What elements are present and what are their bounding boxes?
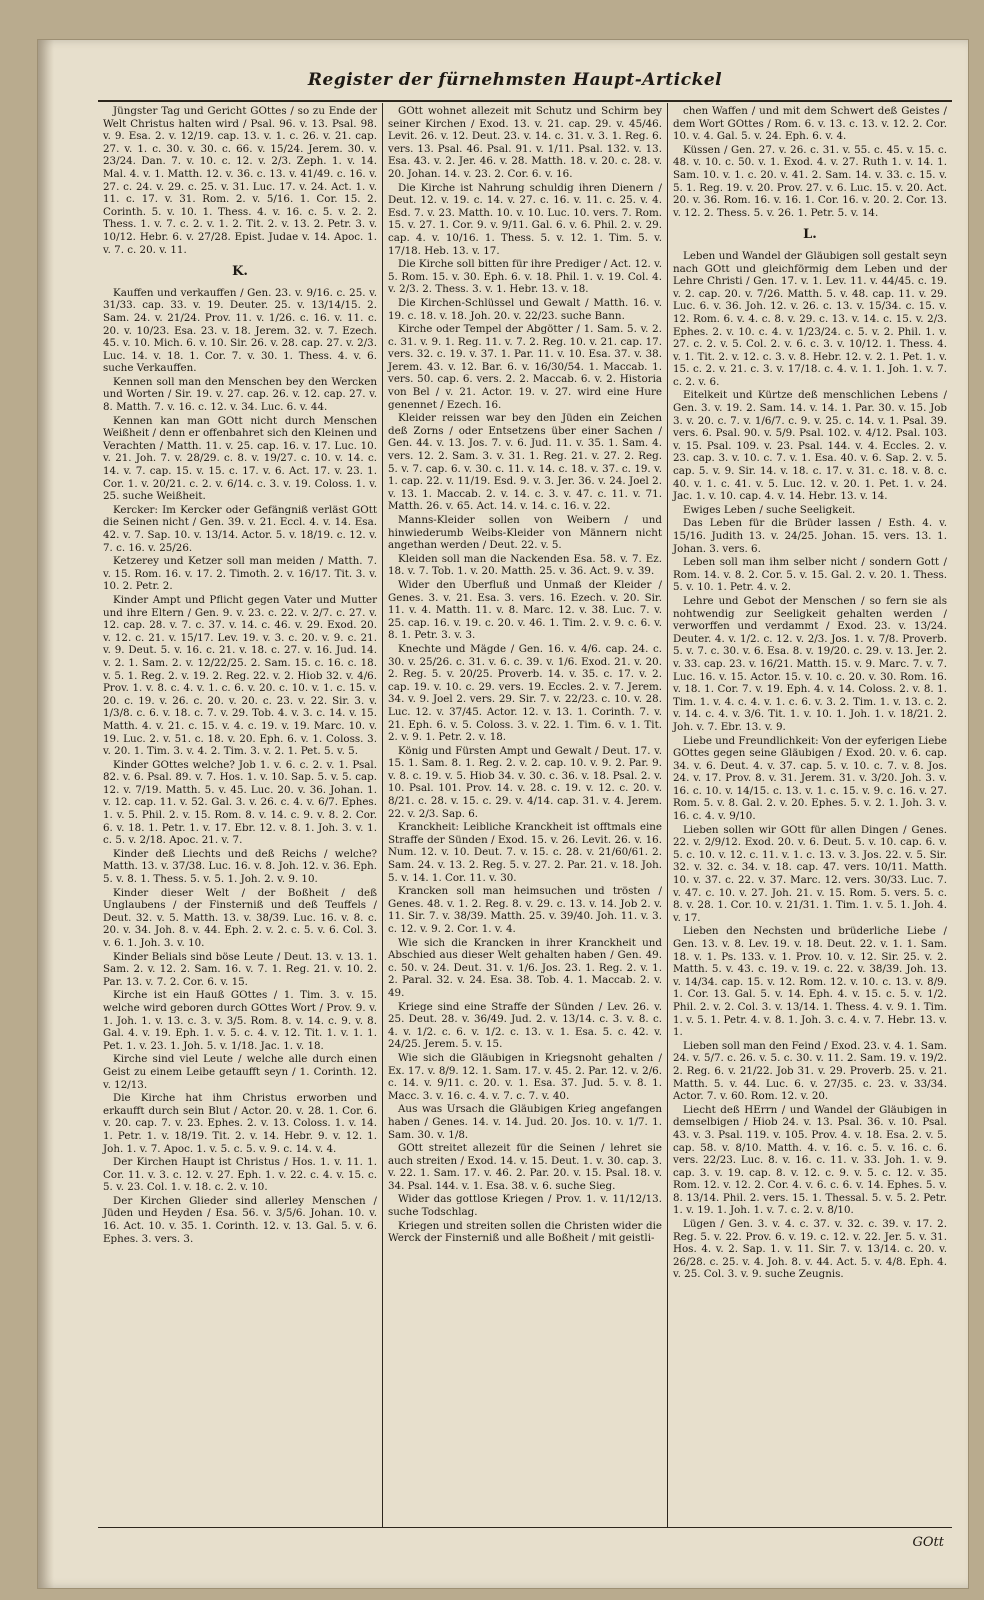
register-columns <box>98 103 952 1528</box>
register-entry: Kinder dieser Welt / der Boßheit / deß Unglaubens / der Finsterniß und deß Teuffels / Deut. 32. v. 5. Matth. 13. v. 38/39. Luc. 16. v. 8. c. 20. v. 34. Joh. 8. v. 44. Eph. 2. v. 2. c. 5. v. 6. Col. 3. v. 6. 1. Joh. 3. v. 10. <box>103 886 377 949</box>
register-entry: Kirche oder Tempel der Abgötter / 1. Sam. 5. v. 2. c. 31. v. 9. 1. Reg. 11. v. 7. 2. Reg. 10. v. 21. cap. 17. vers. 32. c. 19. v. 37. 1. Par. 11. v. 10. Esa. 37. v. 38. Jerem. 43. v. 12. Bar. 6. v. 16/30/54. 1. Maccab. 1. vers. 50. cap. 6. vers. 2. 2. Maccab. 6. v. 2. Historia von Bel / v. 21. Actor. 19. v. 27. wird eine Hure genennet / Ezech. 16. <box>388 323 662 411</box>
column-left <box>98 103 382 1527</box>
register-entry: Kirche ist ein Hauß GOttes / 1. Tim. 3. v. 15. welche wird geboren durch GOttes Wort / Prov. 9. v. 1. Joh. 1. v. 13. c. 3. v. 3/5. Rom. 8. v. 14. c. 9. v. 8. Gal. 4. v. 19. Eph. 1. v. 5. c. 4. v. 12. Tit. 1. v. 1. 1. Pet. 1. v. 23. 1. Joh. 5. v. 1/18. Jac. 1. v. 18. <box>103 989 377 1052</box>
register-entry: Liebe und Freundlichkeit: Von der eyferigen Liebe GOttes gegen seine Gläubigen / Exod. 20. v. 6. cap. 34. v. 6. Deut. 4. v. 37. cap. 5. v. 10. c. 7. v. 8. Jos. 24. v. 17. Prov. 8. v. 31. Jerem. 31. v. 3/20. Joh. 3. v. 16. c. 10. v. 14/15. c. 13. v. 1. c. 15. v. 9. c. 16. v. 27. Rom. 5. v. 8. Gal. 2. v. 20. Ephes. 5. v. 2. 1. Joh. 3. v. 16. c. 4. v. 9/10. <box>673 734 947 823</box>
register-entry: Die Kirchen-Schlüssel und Gewalt / Matth. 16. v. 19. c. 18. v. 18. Joh. 20. v. 22/23. suche Bann. <box>388 296 662 322</box>
register-entry: Lügen / Gen. 3. v. 4. c. 37. v. 32. c. 39. v. 17. 2. Reg. 5. v. 22. Prov. 6. v. 19. c. 12. v. 22. Jer. 5. v. 31. Hos. 4. v. 2. Sap. 1. v. 11. Sir. 7. v. 13/14. c. 20. v. 26/28. c. 25. v. 4. Joh. 8. v. 44. Act. 5. v. 4/8. Eph. 4. v. 25. Col. 3. v. 9. suche Zeugnis. <box>673 1218 947 1281</box>
register-entry: Der Kirchen Glieder sind allerley Menschen / Jüden und Heyden / Esa. 56. v. 3/5/6. Johan. 10. v. 16. Act. 10. v. 35. 1. Corinth. 12. v. 13. Gal. 5. v. 6. Ephes. 3. vers. 3. <box>103 1194 377 1245</box>
register-entry: Küssen / Gen. 27. v. 26. c. 31. v. 55. c. 45. v. 15. c. 48. v. 10. c. 50. v. 1. Exod. 4. v. 27. Ruth 1. v. 14. 1. Sam. 10. v. 1. c. 20. v. 41. 2. Sam. 14. v. 33. c. 15. v. 5. 1. Reg. 19. v. 20. Prov. 27. v. 6. Luc. 15. v. 20. Act. 20. v. 36. Rom. 16. v. 16. 1. Cor. 16. v. 20. 2. Cor. 13. v. 12. 2. Thess. 5. v. 26. 1. Petr. 5. v. 14. <box>673 143 947 219</box>
register-entry: Das Leben für die Brüder lassen / Esth. 4. v. 15/16. Judith 13. v. 24/25. Johan. 15. vers. 13. 1. Johan. 3. vers. 6. <box>673 517 947 555</box>
register-entry: Kinder Ampt und Pflicht gegen Vater und Mutter und ihre Eltern / Gen. 9. v. 23. c. 22. v. 2/7. c. 27. v. 12. cap. 28. v. 7. c. 37. v. 14. c. 46. v. 29. Exod. 20. v. 12. c. 21. v. 15/17. Lev. 19. v. 3. c. 20. v. 9. c. 21. v. 9. Deut. 5. v. 16. c. 21. v. 18. c. 27. v. 16. Jud. 14. v. 2. 1. Sam. 2. v. 12/22/25. 2. Sam. 15. c. 16. c. 18. v. 5. 1. Reg. 2. v. 19. 2. Reg. 22. v. 2. Hiob 32. v. 4/6. Prov. 1. v. 8. c. 4. v. 1. c. 6. v. 20. c. 10. v. 1. c. 15. v. 20. c. 19. v. 26. c. 20. v. 20. c. 23. v. 22. Sir. 3. v. 1/3/8. c. 6. v. 18. c. 7. v. 29. Tob. 4. v. 3. c. 14. v. 15. Matth. 4. v. 21. c. 15. v. 4. c. 19. v. 19. Marc. 10. v. 19. Luc. 2. v. 51. c. 18. v. 20. Eph. 6. v. 1. Coloss. 3. v. 20. 1. Tim. 3. v. 4. 2. Tim. 3. v. 2. 1. Pet. 5. v. 5. <box>103 593 377 758</box>
column-right <box>667 103 952 1527</box>
register-entry: Jüngster Tag und Gericht GOttes / so zu Ende der Welt Christus halten wird / Psal. 96. v. 13. Psal. 98. v. 9. Esa. 2. v. 12/19. cap. 13. v. 1. c. 26. v. 21. cap. 27. v. 1. c. 30. v. 30. c. 66. v. 15/24. Jerem. 30. v. 23/24. Dan. 7. v. 10. c. 12. v. 2/3. Zeph. 1. v. 14. Mal. 4. v. 1. Matth. 12. v. 36. c. 13. v. 41/49. c. 16. v. 27. c. 24. v. 29. c. 25. v. 31. Luc. 17. v. 24. Act. 1. v. 11. c. 17. v. 31. Rom. 2. v. 5/16. 1. Cor. 15. 2. Corinth. 5. v. 10. 1. Thess. 4. v. 16. c. 5. v. 2. 2. Thess. 1. v. 7. c. 2. v. 1. 2. Tit. 2. v. 13. 2. Petr. 3. v. 10/12. Hebr. 6. v. 27/28. Epist. Judae v. 14. Apoc. 1. v. 7. c. 20. v. 11. <box>103 105 377 256</box>
register-entry: Lieben soll man den Feind / Exod. 23. v. 4. 1. Sam. 24. v. 5/7. c. 26. v. 5. c. 30. v. 11. 2. Sam. 19. v. 19/2. 2. Reg. 6. v. 21/22. Job 31. v. 29. Proverb. 25. v. 21. Matth. 5. v. 44. Luc. 6. v. 27/35. c. 23. v. 33/34. Actor. 7. v. 60. Rom. 12. v. 20. <box>673 1039 947 1103</box>
register-entry: Kennen soll man den Menschen bey den Wercken und Worten / Sir. 19. v. 27. cap. 26. v. 12. cap. 27. v. 8. Matth. 7. v. 16. c. 12. v. 34. Luc. 6. v. 44. <box>103 375 377 414</box>
register-entry: Kennen kan man GOtt nicht durch Menschen Weißheit / denn er offenbahret sich den Kleinen und Verachten / Matth. 11. v. 25. cap. 16. v. 17. Luc. 10. v. 21. Joh. 7. v. 28/29. c. 8. v. 19/27. c. 10. v. 14. c. 14. v. 7. cap. 15. v. 15. c. 17. v. 6. Act. 17. v. 23. 1. Cor. 1. v. 20/21. c. 2. v. 6/14. c. 3. v. 19. Coloss. 1. v. 25. suche Weißheit. <box>103 414 377 503</box>
register-entry: Wider das gottlose Kriegen / Prov. 1. v. 11/12/13. suche Todschlag. <box>388 1193 662 1219</box>
page-header: Register der fürnehmsten Haupt-Artickel <box>307 70 723 90</box>
register-entry: Aus was Ursach die Gläubigen Krieg angefangen haben / Genes. 14. v. 14. Jud. 20. Jos. 10. v. 1/7. 1. Sam. 30. v. 1/8. <box>388 1103 662 1141</box>
register-entry: Kinder deß Liechts und deß Reichs / welche? Matth. 13. v. 37/38. Luc. 16. v. 8. Joh. 12. v. 36. Eph. 5. v. 8. 1. Thess. 5. v. 5. 1. Joh. 2. v. 9. 10. <box>103 847 377 886</box>
register-entry: Die Kirche ist Nahrung schuldig ihren Dienern / Deut. 12. v. 19. c. 14. v. 27. c. 16. v. 11. c. 25. v. 4. Esd. 7. v. 23. Matth. 10. v. 10. Luc. 10. vers. 7. Rom. 15. v. 27. 1. Cor. 9. v. 9/11. Gal. 6. v. 6. Phil. 2. v. 29. cap. 4. v. 10/16. 1. Thess. 5. v. 12. 1. Tim. 5. v. 17/18. Heb. 13. v. 17. <box>388 181 662 257</box>
register-entry: Die Kirche hat ihm Christus erworben und erkaufft durch sein Blut / Actor. 20. v. 28. 1. Cor. 6. v. 20. cap. 7. v. 23. Ephes. 2. v. 13. Coloss. 1. v. 14. 1. Petr. 1. v. 18/19. Tit. 2. v. 14. Hebr. 9. v. 12. 1. Joh. 1. v. 7. Apoc. 1. v. 5. c. 5. v. 9. c. 14. v. 4. <box>103 1092 377 1155</box>
register-entry: Leben und Wandel der Gläubigen soll gestalt seyn nach GOtt und gleichförmig dem Leben und der Lehre Christi / Gen. 17. v. 1. Lev. 11. v. 44/45. c. 19. v. 2. cap. 20. v. 7/26. Matth. 5. v. 48. cap. 11. v. 29. Luc. 6. v. 36. Joh. 12. v. 26. c. 13. v. 15/34. c. 15. v. 12. Rom. 6. v. 4. c. 8. v. 29. c. 13. v. 14. c. 15. v. 2/3. Ephes. 2. v. 10. c. 4. v. 1/23/24. c. 5. v. 2. Phil. 1. v. 27. c. 2. v. 5. Col. 2. v. 6. c. 3. v. 10/12. 1. Thess. 4. v. 1. Tit. 2. v. 12. c. 3. v. 8. Hebr. 12. v. 2. 1. Pet. 1. v. 15. c. 2. v. 21. c. 3. v. 17/18. c. 4. v. 1. 1. Joh. 1. v. 7. c. 2. v. 6. <box>673 249 947 388</box>
book-page <box>38 40 968 1588</box>
register-entry: Kauffen und verkauffen / Gen. 23. v. 9/16. c. 25. v. 31/33. cap. 33. v. 19. Deuter. 25. v. 13/14/15. 2. Sam. 24. v. 21/24. Prov. 11. v. 1/26. c. 16. v. 11. c. 20. v. 10/23. Esa. 23. v. 18. Jerem. 32. v. 7. Ezech. 45. v. 10. Mich. 6. v. 10. Sir. 26. v. 28. cap. 27. v. 2/3. Luc. 14. v. 18. 1. Cor. 7. v. 30. 1. Thess. 4. v. 6. suche Verkauffen. <box>103 286 377 375</box>
catchword: GOtt <box>912 1535 944 1550</box>
register-entry: Liecht deß HErrn / und Wandel der Gläubigen in demselbigen / Hiob 24. v. 13. Psal. 36. v. 10. Psal. 43. v. 3. Psal. 119. v. 105. Prov. 4. v. 18. Esa. 2. v. 5. cap. 58. v. 8/10. Matth. 4. v. 16. c. 5. v. 16. c. 6. vers. 22/23. Luc. 8. v. 16. c. 11. v. 33. Joh. 1. v. 9. cap. 3. v. 19. cap. 8. v. 12. c. 9. v. 5. c. 12. v. 35. Rom. 12. v. 12. 2. Cor. 4. v. 6. c. 6. v. 14. Ephes. 5. v. 8. 13/14. Phil. 2. vers. 15. 1. Thessal. 5. v. 5. 2. Petr. 1. v. 19. 1. Joh. 1. v. 7. c. 2. v. 8/10. <box>673 1103 947 1217</box>
register-entry: Wie sich die Gläubigen in Kriegsnoht gehalten / Ex. 17. v. 8/9. 12. 1. Sam. 17. v. 45. 2. Par. 12. v. 2/6. c. 14. v. 9/11. c. 20. v. 1. Esa. 37. Jud. 5. v. 8. 1. Macc. 3. v. 16. c. 4. v. 7. c. 7. v. 40. <box>388 1051 662 1102</box>
register-entry: König und Fürsten Ampt und Gewalt / Deut. 17. v. 15. 1. Sam. 8. 1. Reg. 2. v. 2. cap. 10. v. 9. 2. Par. 9. v. 8. c. 19. v. 5. Hiob 34. v. 30. c. 36. v. 18. Psal. 2. v. 10. Psal. 101. Prov. 14. v. 28. c. 19. v. 12. c. 20. v. 8/21. c. 28. v. 15. c. 29. v. 4/14. cap. 31. v. 4. Jerem. 22. v. 2/3. Sap. 6. <box>388 744 662 820</box>
register-entry: Leben soll man ihm selber nicht / sondern Gott / Rom. 14. v. 8. 2. Cor. 5. v. 15. Gal. 2. v. 20. 1. Thess. 5. v. 10. 1. Petr. 4. v. 2. <box>673 556 947 594</box>
register-entry: Manns-Kleider sollen von Weibern / und hinwiederumb Weibs-Kleider von Männern nicht angethan werden / Deut. 22. v. 5. <box>388 514 662 552</box>
register-entry: Kinder GOttes welche? Job 1. v. 6. c. 2. v. 1. Psal. 82. v. 6. Psal. 89. v. 7. Hos. 1. v. 10. Sap. 5. v. 5. cap. 12. v. 7/19. Matth. 5. v. 45. Luc. 20. v. 36. Johan. 1. v. 12. cap. 11. v. 52. Gal. 3. v. 26. c. 4. v. 6/7. Ephes. 1. v. 5. Phil. 2. v. 15. Rom. 8. v. 14. c. 9. v. 8. 2. Cor. 6. v. 18. 1. Petr. 1. v. 17. Ebr. 12. v. 8. 1. Joh. 3. v. 1. c. 5. v. 2/18. Apoc. 21. v. 7. <box>103 758 377 847</box>
register-entry: Der Kirchen Haupt ist Christus / Hos. 1. v. 11. 1. Cor. 11. v. 3. c. 12. v. 27. Eph. 1. v. 22. c. 4. v. 15. c. 5. v. 23. Col. 1. v. 18. c. 2. v. 10. <box>103 1156 377 1194</box>
section-letter: K. <box>232 264 248 280</box>
register-entry: Kinder Belials sind böse Leute / Deut. 13. v. 13. 1. Sam. 2. v. 12. 2. Sam. 16. v. 7. 1. Reg. 21. v. 10. 2. Par. 13. v. 7. 2. Cor. 6. v. 15. <box>103 950 377 988</box>
register-entry: Wider den Uberfluß und Unmaß der Kleider / Genes. 3. v. 21. Esa. 3. vers. 16. Ezech. v. 20. Sir. 11. v. 4. Matth. 11. v. 8. Marc. 12. v. 38. Luc. 7. v. 25. cap. 16. v. 19. c. 20. v. 46. 1. Tim. 2. v. 9. c. 6. v. 8. 1. Petr. 3. v. 3. <box>388 578 662 642</box>
register-entry: Kleiden soll man die Nackenden Esa. 58. v. 7. Ez. 18. v. 7. Tob. 1. v. 20. Matth. 25. v. 36. Act. 9. v. 39. <box>388 552 662 578</box>
register-entry: chen Waffen / und mit dem Schwert deß Geistes / dem Wort GOttes / Rom. 6. v. 13. c. 13. v. 12. 2. Cor. 10. v. 4. Gal. 5. v. 24. Eph. 6. v. 4. <box>673 105 947 143</box>
column-middle <box>382 103 667 1527</box>
register-entry: Knechte und Mägde / Gen. 16. v. 4/6. cap. 24. c. 30. v. 25/26. c. 31. v. 6. c. 39. v. 1/6. Exod. 21. v. 20. 2. Reg. 5. v. 20/25. Proverb. 14. v. 35. c. 17. v. 2. cap. 19. v. 10. c. 29. vers. 19. Eccles. 2. v. 7. Jerem. 34. v. 9. Joel 2. vers. 29. Sir. 7. v. 22/23. c. 10. v. 28. Luc. 12. v. 37/45. Actor. 12. v. 13. 1. Corinth. 7. v. 21. Eph. 6. v. 5. Coloss. 3. v. 22. 1. Tim. 6. v. 1. Tit. 2. v. 9. 1. Petr. 2. v. 18. <box>388 642 662 744</box>
register-entry: Kercker: Im Kercker oder Gefängniß verläst GOtt die Seinen nicht / Gen. 39. v. 21. Eccl. 4. v. 14. Esa. 42. v. 7. Sap. 10. v. 13/14. Actor. 5. v. 18/19. c. 12. v. 7. c. 16. v. 25/26. <box>103 503 377 554</box>
register-entry: GOtt streitet allezeit für die Seinen / lehret sie auch streiten / Exod. 14. v. 15. Deut. 1. v. 30. cap. 3. v. 22. 1. Sam. 17. v. 46. 2. Par. 20. v. 15. Psal. 18. v. 34. Psal. 144. v. 1. Esa. 38. v. 6. suche Sieg. <box>388 1142 662 1192</box>
register-entry: Ewiges Leben / suche Seeligkeit. <box>683 503 856 516</box>
register-entry: Die Kirche soll bitten für ihre Prediger / Act. 12. v. 5. Rom. 15. v. 30. Eph. 6. v. 18. Phil. 1. v. 19. Col. 4. v. 2/3. 2. Thess. 3. v. 1. Hebr. 13. v. 18. <box>388 258 662 296</box>
header-rule <box>98 100 952 102</box>
register-entry: Kranckheit: Leibliche Kranckheit ist offtmals eine Straffe der Sünden / Exod. 15. v. 26. Levit. 26. v. 16. Num. 12. v. 10. Deut. 7. v. 15. c. 28. v. 21/60/61. 2. Sam. 24. v. 13. 2. Reg. 5. v. 27. 2. Par. 21. v. 18. Joh. 5. v. 14. 1. Cor. 11. v. 30. <box>388 821 662 884</box>
register-entry: Eitelkeit und Kürtze deß menschlichen Lebens / Gen. 3. v. 19. 2. Sam. 14. v. 14. 1. Par. 30. v. 15. Job 3. v. 20. c. 7. v. 1/6/7. c. 9. v. 25. c. 14. v. 1. Psal. 39. vers. 6. Psal. 90. v. 5/9. Psal. 102. v. 4/12. Psal. 103. v. 15. Psal. 109. v. 23. Psal. 144. v. 4. Eccles. 2. v. 23. cap. 3. v. 10. c. 7. v. 1. Esa. 40. v. 6. Sap. 2. v. 5. cap. 5. v. 9. Sir. 14. v. 18. c. 17. v. 31. c. 18. v. 8. c. 40. v. 1. c. 41. v. 5. Luc. 12. v. 20. 1. Pet. 1. v. 24. Jac. 1. v. 10. cap. 4. v. 14. Hebr. 13. v. 14. <box>673 389 947 503</box>
register-entry: Lieben den Nechsten und brüderliche Liebe / Gen. 13. v. 8. Lev. 19. v. 18. Deut. 22. v. 1. 1. Sam. 18. v. 1. Ps. 133. v. 1. Prov. 10. v. 12. Sir. 25. v. 2. Matth. 5. v. 43. c. 19. v. 19. c. 22. v. 38/39. Joh. 13. v. 14/34. cap. 15. v. 12. Rom. 12. v. 10. c. 13. v. 8/9. 1. Cor. 13. Gal. 5. v. 14. Eph. 4. v. 15. c. 5. v. 1/2. Phil. 2. v. 2. Col. 3. v. 13/14. 1. Thess. 4. v. 9. 1. Tim. 1. v. 5. 1. Petr. 4. v. 8. 1. Joh. 3. c. 4. v. 7. Hebr. 13. v. 1. <box>673 925 947 1039</box>
register-entry: Lehre und Gebot der Menschen / so fern sie als nohtwendig zur Seeligkeit gehalten werden / verworffen und verdammt / Exod. 23. v. 13/24. Deuter. 4. v. 1/2. c. 12. v. 2/3. Jos. 1. v. 7/8. Proverb. 5. v. 7. c. 30. v. 6. Esa. 8. v. 19/20. c. 29. v. 13. Jer. 2. v. 33. cap. 23. v. 16/21. Matth. 15. v. 9. Marc. 7. v. 7. Luc. 16. v. 15. Actor. 15. v. 10. c. 20. v. 30. Rom. 16. v. 18. 1. Cor. 7. v. 19. Eph. 4. v. 14. Coloss. 2. v. 8. 1. Tim. 1. v. 4. c. 4. v. 1. c. 6. v. 3. 2. Tim. 1. v. 13. c. 2. v. 14. c. 4. v. 3/6. Tit. 1. v. 10. 1. Joh. 1. v. 18/21. 2. Joh. v. 7. Ebr. 13. v. 9. <box>673 594 947 733</box>
section-letter: L. <box>803 227 817 243</box>
register-entry: Wie sich die Krancken in ihrer Kranckheit und Abschied aus dieser Welt gehalten haben / Gen. 49. c. 50. v. 24. Deut. 31. v. 1/6. Jos. 23. 1. Reg. 2. v. 1. 2. Paral. 32. v. 24. Esa. 38. Tob. 4. 1. Maccab. 2. v. 49. <box>388 936 662 999</box>
register-entry: Kriegen und streiten sollen die Christen wider die Werck der Finsterniß und alle Boßheit / mit geistli- <box>388 1219 662 1245</box>
register-entry: Kleider reissen war bey den Jüden ein Zeichen deß Zorns / oder Entsetzens über einer Sachen / Gen. 44. v. 13. Jos. 7. v. 6. Jud. 11. v. 35. 1. Sam. 4. vers. 12. 2. Sam. 3. v. 31. 1. Reg. 21. v. 27. 2. Reg. 5. v. 7. cap. 6. v. 30. c. 11. v. 14. c. 18. v. 37. c. 19. v. 1. cap. 22. v. 11/19. Esd. 9. v. 3. Jer. 36. v. 24. Joel 2. v. 13. 1. Maccab. 2. v. 14. c. 3. v. 47. c. 11. v. 71. Matth. 26. v. 65. Act. 14. v. 14. c. 16. v. 22. <box>388 412 662 513</box>
register-entry: GOtt wohnet allezeit mit Schutz und Schirm bey seiner Kirchen / Exod. 13. v. 21. cap. 29. v. 45/46. Levit. 26. v. 12. Deut. 23. v. 14. c. 31. v. 3. 1. Reg. 6. vers. 13. Psal. 46. Psal. 91. v. 1/11. Psal. 132. v. 13. Esa. 43. v. 2. Jer. 46. v. 28. Matth. 18. v. 20. c. 28. v. 20. Johan. 14. v. 23. 2. Cor. 6. v. 16. <box>388 105 662 180</box>
register-entry: Lieben sollen wir GOtt für allen Dingen / Genes. 22. v. 2/9/12. Exod. 20. v. 6. Deut. 5. v. 10. cap. 6. v. 5. c. 10. v. 12. c. 11. v. 1. c. 13. v. 3. Jos. 22. v. 5. Sir. 32. v. 32. c. 34. v. 18. cap. 47. vers. 10/11. Matth. 10. v. 37. c. 22. v. 37. Marc. 12. vers. 30/33. Luc. 7. v. 47. c. 10. v. 27. Joh. 21. v. 15. Rom. 5. vers. 5. c. 8. v. 28. 1. Cor. 10. v. 21/31. 1. Tim. 1. v. 5. 1. Joh. 4. v. 17. <box>673 823 947 924</box>
register-entry: Ketzerey und Ketzer soll man meiden / Matth. 7. v. 15. Rom. 16. v. 17. 2. Timoth. 2. v. 16/17. Tit. 3. v. 10. 2. Petr. 2. <box>103 555 377 593</box>
register-entry: Krancken soll man heimsuchen und trösten / Genes. 48. v. 1. 2. Reg. 8. v. 29. c. 13. v. 14. Job 2. v. 11. Sir. 7. v. 38/39. Matth. 25. v. 39/40. Joh. 11. v. 3. c. 12. v. 9. 2. Cor. 1. v. 4. <box>388 885 662 935</box>
register-entry: Kriege sind eine Straffe der Sünden / Lev. 26. v. 25. Deut. 28. v. 36/49. Jud. 2. v. 13/14. c. 3. v. 8. c. 4. v. 1/2. c. 6. v. 1/2. c. 13. v. 1. Esa. 5. c. 42. v. 24/25. Jerem. 5. v. 15. <box>388 1000 662 1051</box>
register-entry: Kirche sind viel Leute / welche alle durch einen Geist zu einem Leibe getaufft seyn / 1. Corinth. 12. v. 12/13. <box>103 1053 377 1091</box>
